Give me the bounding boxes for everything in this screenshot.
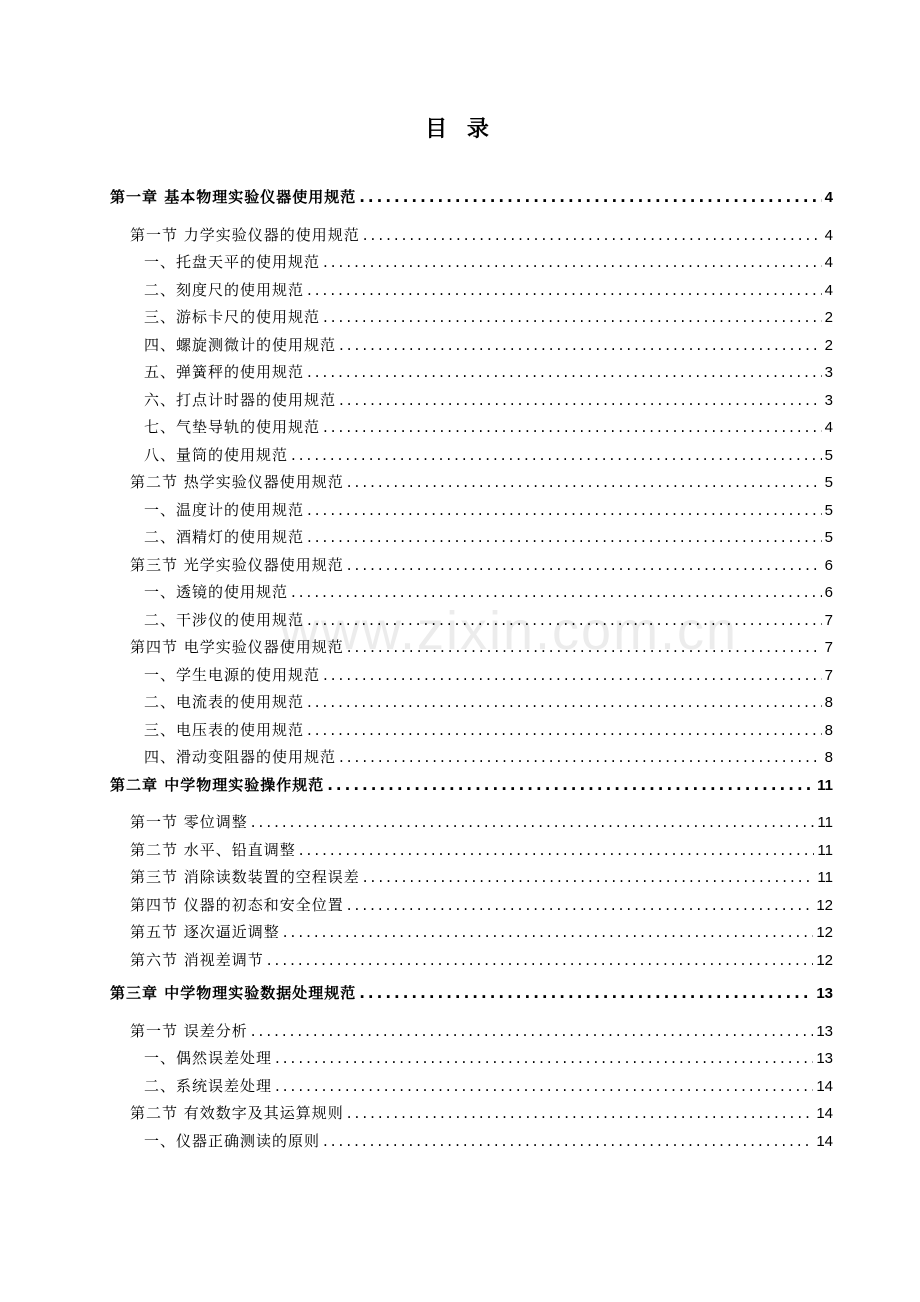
toc-page-number: 7 xyxy=(824,666,833,684)
toc-label: 八、量筒的使用规范 xyxy=(144,445,289,464)
toc-page-number: 11 xyxy=(817,776,833,794)
toc-page-number: 5 xyxy=(824,446,833,464)
dot-leader xyxy=(307,721,822,739)
toc-label: 一、学生电源的使用规范 xyxy=(144,665,321,684)
toc-subsection[interactable] xyxy=(110,746,833,774)
dot-leader xyxy=(339,336,822,354)
toc-label: 一、仪器正确测读的原则 xyxy=(144,1131,321,1150)
dot-leader xyxy=(251,813,815,831)
dot-leader xyxy=(339,391,822,409)
dot-leader xyxy=(347,556,822,574)
dot-leader xyxy=(291,446,822,464)
toc-page-number: 5 xyxy=(824,474,833,491)
toc-label: 第四节 电学实验仪器使用规范 xyxy=(130,638,344,656)
toc-section[interactable] xyxy=(110,471,833,499)
toc-page-number: 4 xyxy=(824,419,833,436)
toc-page-number: 5 xyxy=(824,529,833,546)
toc-page-number: 6 xyxy=(824,584,833,601)
toc-label: 二、酒精灯的使用规范 xyxy=(144,528,305,546)
toc-page-number: 4 xyxy=(824,254,833,271)
dot-leader xyxy=(251,1022,814,1040)
toc-subsection[interactable] xyxy=(110,609,833,637)
toc-label: 一、偶然误差处理 xyxy=(144,1049,273,1067)
toc-page-number: 3 xyxy=(824,364,833,381)
toc-section[interactable] xyxy=(110,1020,833,1048)
toc-section[interactable] xyxy=(110,839,833,867)
toc-label: 第三节 消除读数装置的空程误差 xyxy=(130,868,360,886)
toc-subsection[interactable] xyxy=(110,306,833,334)
toc-subsection[interactable] xyxy=(110,361,833,389)
toc-page-number: 12 xyxy=(816,951,833,969)
toc-label: 一、透镜的使用规范 xyxy=(144,583,289,601)
toc-label: 三、游标卡尺的使用规范 xyxy=(144,308,321,326)
dot-leader xyxy=(359,984,813,1002)
toc-label: 二、干涉仪的使用规范 xyxy=(144,610,305,629)
dot-leader xyxy=(267,951,814,969)
dot-leader xyxy=(283,923,814,941)
dot-leader xyxy=(291,583,822,601)
toc-label: 第一节 零位调整 xyxy=(130,813,248,831)
dot-leader xyxy=(307,611,822,629)
toc-label: 第四节 仪器的初态和安全位置 xyxy=(130,895,344,914)
dot-leader xyxy=(347,638,822,656)
dot-leader xyxy=(363,868,815,886)
toc-label: 第五节 逐次逼近调整 xyxy=(130,923,280,941)
dot-leader xyxy=(323,666,822,684)
toc-subsection[interactable] xyxy=(110,526,833,554)
toc-label: 二、电流表的使用规范 xyxy=(144,693,305,711)
toc-subsection[interactable] xyxy=(110,1130,833,1158)
toc-section[interactable] xyxy=(110,224,833,252)
toc-page-number: 7 xyxy=(824,639,833,656)
toc-chapter[interactable] xyxy=(110,982,833,1010)
table-of-contents xyxy=(110,186,833,1157)
dot-leader xyxy=(275,1077,813,1095)
toc-page-number: 12 xyxy=(816,924,833,941)
toc-page-number: 8 xyxy=(824,721,833,739)
toc-subsection[interactable] xyxy=(110,334,833,362)
toc-subsection[interactable] xyxy=(110,719,833,747)
toc-subsection[interactable] xyxy=(110,416,833,444)
toc-label: 一、温度计的使用规范 xyxy=(144,500,305,519)
toc-label: 第二节 有效数字及其运算规则 xyxy=(130,1104,344,1122)
toc-page-number: 13 xyxy=(816,985,833,1002)
toc-label: 五、弹簧秤的使用规范 xyxy=(144,363,305,381)
dot-leader xyxy=(363,226,822,244)
toc-label: 第二节 水平、铅直调整 xyxy=(130,840,296,859)
toc-label: 第二节 热学实验仪器使用规范 xyxy=(130,473,344,491)
dot-leader xyxy=(323,418,822,436)
toc-page-number: 7 xyxy=(824,611,833,629)
toc-page-number: 6 xyxy=(824,556,833,574)
dot-leader xyxy=(323,253,822,271)
toc-label: 二、刻度尺的使用规范 xyxy=(144,280,305,299)
dot-leader xyxy=(347,1104,814,1122)
toc-section[interactable] xyxy=(110,554,833,582)
toc-page-number: 2 xyxy=(824,336,833,354)
toc-label: 第二章 中学物理实验操作规范 xyxy=(110,775,325,794)
watermark: www.zixin.com.cn xyxy=(280,601,739,661)
dot-leader xyxy=(323,308,822,326)
toc-label: 第三节 光学实验仪器使用规范 xyxy=(130,555,344,574)
toc-page-number: 8 xyxy=(824,749,833,766)
toc-label: 六、打点计时器的使用规范 xyxy=(144,390,337,409)
toc-page-number: 4 xyxy=(824,281,833,299)
toc-page-number: 5 xyxy=(824,501,833,519)
dot-leader xyxy=(347,896,814,914)
dot-leader xyxy=(339,748,822,766)
toc-subsection[interactable] xyxy=(110,1047,833,1075)
toc-subsection[interactable] xyxy=(110,444,833,472)
toc-section[interactable] xyxy=(110,949,833,977)
toc-page-number: 12 xyxy=(816,896,833,914)
dot-leader xyxy=(327,776,814,794)
toc-page-number: 14 xyxy=(816,1132,833,1150)
toc-page-number: 11 xyxy=(817,814,833,831)
toc-subsection[interactable] xyxy=(110,691,833,719)
toc-page-number: 2 xyxy=(824,309,833,326)
toc-section[interactable] xyxy=(110,811,833,839)
toc-label: 第一节 力学实验仪器的使用规范 xyxy=(130,225,360,244)
toc-label: 第六节 消视差调节 xyxy=(130,950,264,969)
dot-leader xyxy=(323,1132,813,1150)
dot-leader xyxy=(275,1049,813,1067)
toc-subsection[interactable] xyxy=(110,499,833,527)
toc-label: 一、托盘天平的使用规范 xyxy=(144,253,321,271)
toc-label: 三、电压表的使用规范 xyxy=(144,720,305,739)
dot-leader xyxy=(307,281,822,299)
dot-leader xyxy=(359,188,821,206)
toc-label: 四、滑动变阻器的使用规范 xyxy=(144,748,337,766)
toc-section[interactable] xyxy=(110,1102,833,1130)
toc-subsection[interactable] xyxy=(110,279,833,307)
toc-subsection[interactable] xyxy=(110,389,833,417)
dot-leader xyxy=(307,693,822,711)
toc-subsection[interactable] xyxy=(110,664,833,692)
toc-subsection[interactable] xyxy=(110,251,833,279)
toc-subsection[interactable] xyxy=(110,1075,833,1103)
toc-page-number: 8 xyxy=(824,694,833,711)
toc-label: 四、螺旋测微计的使用规范 xyxy=(144,335,337,354)
toc-chapter[interactable] xyxy=(110,774,833,802)
toc-label: 二、系统误差处理 xyxy=(144,1076,273,1095)
toc-page-number: 3 xyxy=(824,391,833,409)
toc-page-number: 4 xyxy=(824,226,833,244)
toc-page-number: 11 xyxy=(817,841,833,859)
dot-leader xyxy=(347,473,822,491)
toc-page-number: 4 xyxy=(824,189,833,206)
toc-label: 七、气垫导轨的使用规范 xyxy=(144,418,321,436)
toc-label: 第一章 基本物理实验仪器使用规范 xyxy=(110,188,357,206)
dot-leader xyxy=(307,363,822,381)
toc-subsection[interactable] xyxy=(110,581,833,609)
dot-leader xyxy=(307,528,822,546)
toc-section[interactable] xyxy=(110,636,833,664)
toc-label: 第一节 误差分析 xyxy=(130,1021,248,1040)
toc-section[interactable] xyxy=(110,894,833,922)
toc-page-number: 14 xyxy=(816,1077,833,1095)
toc-page-number: 13 xyxy=(816,1022,833,1040)
toc-page-number: 13 xyxy=(816,1050,833,1067)
toc-section[interactable] xyxy=(110,866,833,894)
dot-leader xyxy=(299,841,815,859)
page-title: 目 录 xyxy=(425,116,495,142)
toc-page-number: 11 xyxy=(817,869,833,886)
toc-section[interactable] xyxy=(110,921,833,949)
toc-page-number: 14 xyxy=(816,1105,833,1122)
dot-leader xyxy=(307,501,822,519)
toc-chapter[interactable] xyxy=(110,186,833,214)
toc-label: 第三章 中学物理实验数据处理规范 xyxy=(110,984,357,1002)
